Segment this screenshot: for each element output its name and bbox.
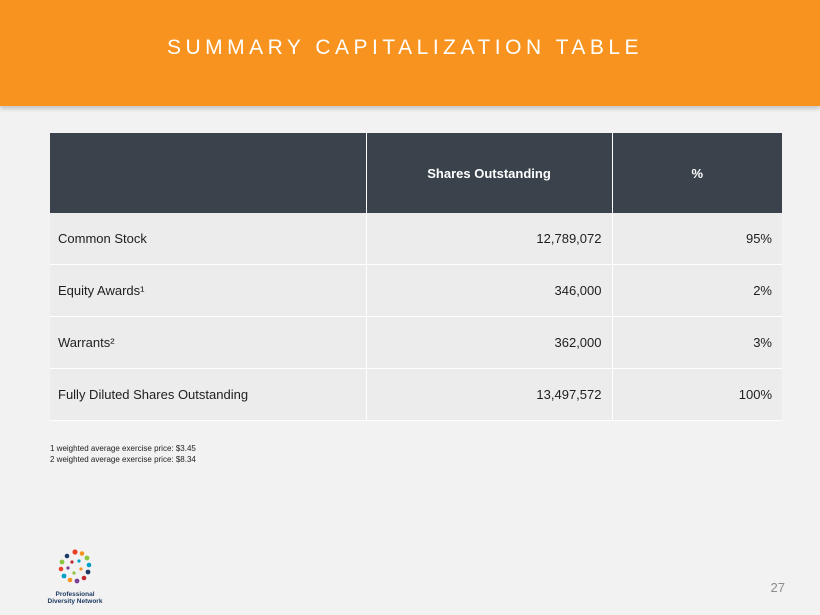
table-header-row bbox=[50, 133, 782, 213]
logo-text-line1: Professional bbox=[55, 591, 95, 598]
company-logo bbox=[42, 548, 108, 608]
row-label: Warrants² bbox=[50, 317, 366, 369]
table-row bbox=[50, 213, 782, 265]
column-header-percent: % bbox=[612, 133, 782, 213]
capitalization-table bbox=[50, 133, 782, 421]
logo-text-line2: Diversity Network bbox=[47, 598, 103, 605]
column-header-label bbox=[50, 133, 366, 213]
row-percent: 3% bbox=[612, 317, 782, 369]
row-percent: 100% bbox=[612, 369, 782, 421]
table-row bbox=[50, 265, 782, 317]
footnotes bbox=[50, 443, 196, 465]
row-shares: 13,497,572 bbox=[366, 369, 612, 421]
page-title: SUMMARY CAPITALIZATION TABLE bbox=[166, 36, 644, 59]
column-header-shares: Shares Outstanding bbox=[366, 133, 612, 213]
footnote-1: 1 weighted average exercise price: $3.45 bbox=[50, 444, 196, 453]
header-bar bbox=[0, 0, 820, 106]
table-row bbox=[50, 317, 782, 369]
row-percent: 95% bbox=[612, 213, 782, 265]
row-shares: 346,000 bbox=[366, 265, 612, 317]
row-label: Equity Awards¹ bbox=[50, 265, 366, 317]
row-shares: 12,789,072 bbox=[366, 213, 612, 265]
logo-dots-icon bbox=[56, 548, 94, 588]
row-label: Fully Diluted Shares Outstanding bbox=[50, 369, 366, 421]
logo-text bbox=[42, 591, 108, 605]
footnote-2: 2 weighted average exercise price: $8.34 bbox=[50, 455, 196, 464]
table-row bbox=[50, 369, 782, 421]
row-shares: 362,000 bbox=[366, 317, 612, 369]
row-label: Common Stock bbox=[50, 213, 366, 265]
row-percent: 2% bbox=[612, 265, 782, 317]
page-number: 27 bbox=[770, 580, 785, 595]
